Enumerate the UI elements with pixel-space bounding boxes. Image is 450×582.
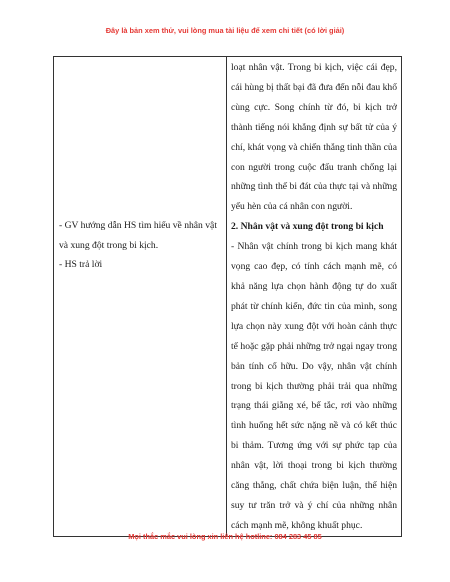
table-row [54,57,402,537]
section-heading: 2. Nhân vật và xung đột trong bi kịch [231,221,384,233]
character-paragraph: - Nhân vật chính trong bi kịch mang khát vọng cao đẹp, có tính cách mạnh mẽ, có khả năng lựa chọn hành động tự do xuất phát từ chính kiến, đức tin của mình, song lựa chọn này xung đột với hoàn cảnh thực tế hoặc gặp phải những trở ngại ngay trong bản tính cố hữu. Do vậy, nhân vật chính trong bi kịch thường phải trải qua những trạng thái giằng xé, bế tắc, rơi vào những tình huống hết sức nặng nề và có kết thúc bi thảm. Tương ứng với sự phức tạp của nhân vật, lời thoại trong bi kịch thường căng thẳng, chất chứa biện luận, thể hiện suy tư trăn trở và ý chí của những nhân cách mạnh mẽ, không khuất phục. [231,241,397,531]
preview-notice-banner: Đây là bản xem thử, vui lòng mua tài liệu để xem chi tiết (có lời giải) [105,26,345,35]
hotline-banner: Mọi thắc mắc vui lòng xin liên hệ hotline: 084 283 45 85 [128,532,322,541]
tragedy-paragraph: loạt nhân vật. Trong bi kịch, việc cái đẹp, cái hùng bị thất bại đã đưa đến nỗi đau khổ cùng cực. Song chính từ đó, bi kịch trở thành tiếng nói khẳng định sự bất tử của ý chí, khát vọng và chiến thắng tinh thần của con người trong cuộc đấu tranh chống lại những tình thế bi đát của thực tại và những yếu hèn của cá nhân con người. [231,62,397,213]
activity-text-block [59,216,222,275]
student-response: - HS trả lời [59,259,103,271]
teacher-activity-cell [54,57,227,537]
activity-instruction: - GV hướng dẫn HS tìm hiểu về nhân vật và xung đột trong bi kịch. [59,220,217,251]
content-cell [227,57,402,537]
content-text-block [227,57,401,536]
lesson-table [53,56,402,537]
